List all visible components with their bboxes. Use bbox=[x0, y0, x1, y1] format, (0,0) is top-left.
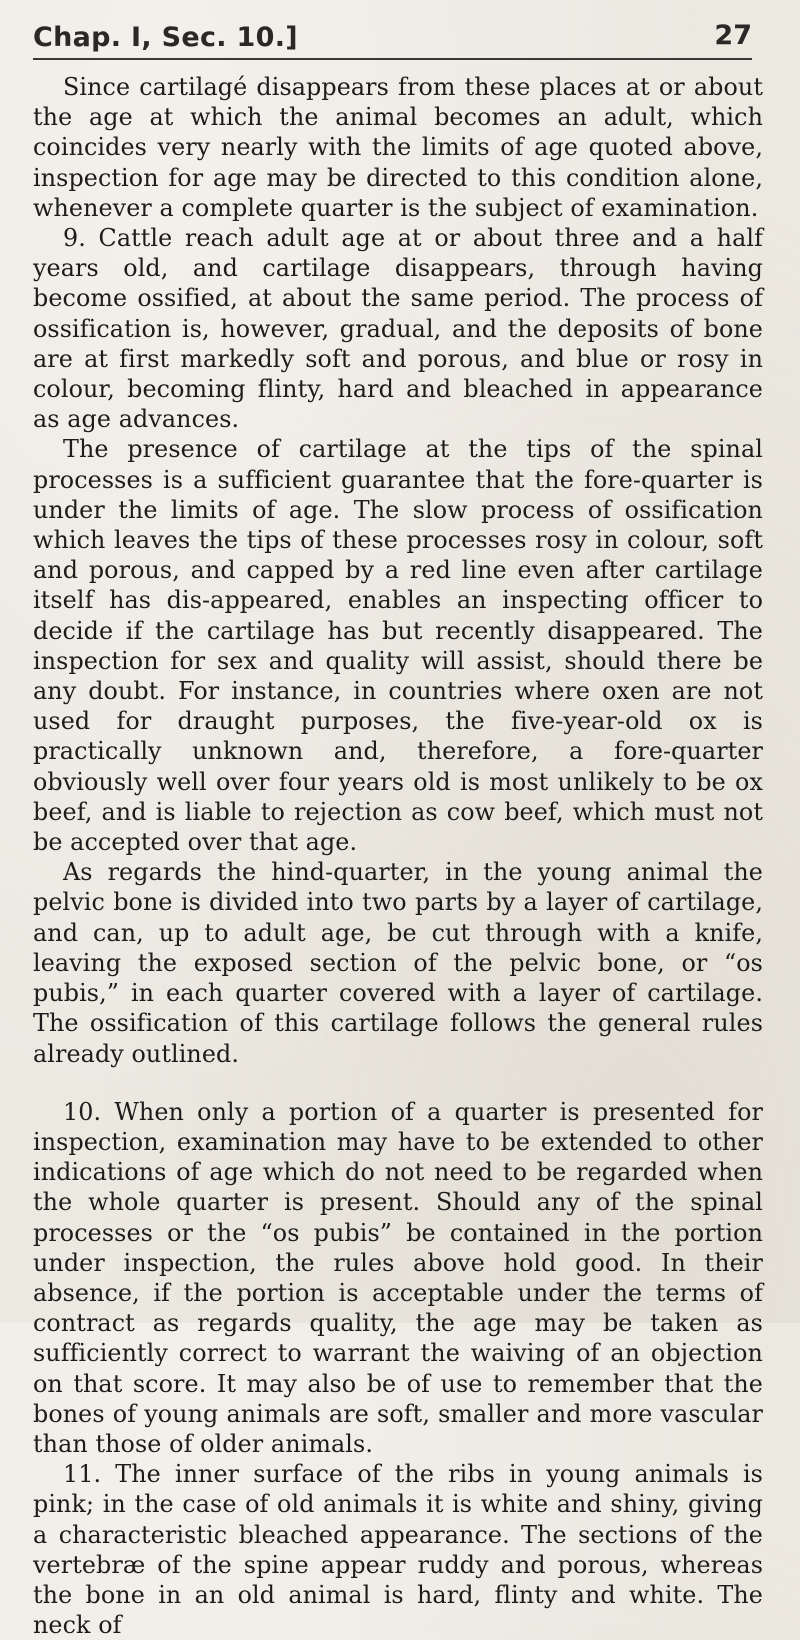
paragraph-section-9: 9. Cattle reach adult age at or about three and a half years old, and cartilage disappears, through having become ossified, at about the same period. The process of ossification is, however, gradual, and the deposits of bone are at first markedly soft and porous, and blue or rosy in colour, becoming flinty, hard and bleached in appearance as age advances. bbox=[33, 224, 763, 434]
running-head bbox=[33, 14, 752, 60]
page-number: 27 bbox=[714, 20, 752, 51]
paragraph-section-11: 11. The inner surface of the ribs in young animals is pink; in the case of old animals it is white and shiny, giving a characteristic bleached appearance. The sections of the vertebræ of the spine appear ruddy and porous, whereas the bone in an old animal is hard, flinty and white. The neck of bbox=[33, 1460, 763, 1640]
paragraph-section-10: 10. When only a portion of a quarter is presented for inspection, examination may have to be extended to other indications of age which do not need to be regarded when the whole quarter is present. Should any of the spinal processes or the “os pubis” be contained in the portion under inspection, the rules above hold good. In their absence, if the portion is acceptable under the terms of contract as regards quality, the age may be taken as sufficiently correct to warrant the waiving of an objection on that score. It may also be of use to remember that the bones of young animals are soft, smaller and more vascular than those of older animals. bbox=[33, 1097, 763, 1458]
paragraph-cartilage-age: Since cartilagé disappears from these places at or about the age at which the animal becomes an adult, which coincides very nearly with the limits of age quoted above, inspection for age may be directed to this condition alone, whenever a complete quarter is the subject of examination. bbox=[33, 73, 763, 222]
chapter-section-heading: Chap. I, Sec. 10.] bbox=[33, 22, 298, 53]
paragraph-hind-quarter: As regards the hind-quarter, in the young animal the pelvic bone is divided into two parts by a layer of cartilage, and can, up to adult age, be cut through with a knife, leaving the exposed section of the pelvic bone, or “os pubis,” in each quarter covered with a layer of cartilage. The ossification of this cartilage follows the general rules already outlined. bbox=[33, 858, 763, 1068]
body-text bbox=[33, 72, 763, 1640]
paragraph-spinal-processes: The presence of cartilage at the tips of the spinal processes is a sufficient guarantee that the fore-quarter is under the limits of age. The slow process of ossification which leaves the tips of these processes rosy in colour, soft and porous, and capped by a red line even after cartilage itself has dis-appeared, enables an inspecting officer to decide if the cartilage has but recently disappeared. The inspection for sex and quality will assist, should there be any doubt. For instance, in countries where oxen are not used for draught purposes, the five-year-old ox is practically unknown and, therefore, a fore-quarter obviously well over four years old is most unlikely to be ox beef, and is liable to rejection as cow beef, which must not be accepted over that age. bbox=[33, 435, 763, 857]
